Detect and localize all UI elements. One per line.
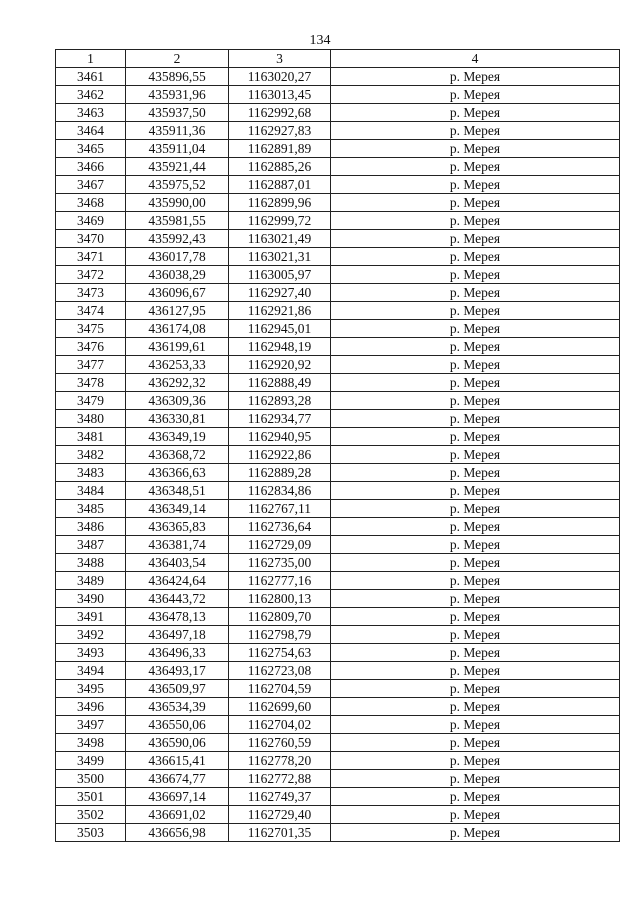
cell-y-coordinate: 1162927,40 bbox=[229, 284, 331, 302]
cell-y-coordinate: 1162948,19 bbox=[229, 338, 331, 356]
table-row bbox=[56, 68, 620, 86]
cell-x-coordinate: 436127,95 bbox=[126, 302, 229, 320]
cell-y-coordinate: 1162992,68 bbox=[229, 104, 331, 122]
table-row bbox=[56, 212, 620, 230]
cell-description: р. Мерея bbox=[331, 572, 620, 590]
cell-description: р. Мерея bbox=[331, 608, 620, 626]
cell-description: р. Мерея bbox=[331, 374, 620, 392]
cell-x-coordinate: 435937,50 bbox=[126, 104, 229, 122]
cell-x-coordinate: 436496,33 bbox=[126, 644, 229, 662]
table-row bbox=[56, 122, 620, 140]
cell-point-number: 3482 bbox=[56, 446, 126, 464]
cell-x-coordinate: 435992,43 bbox=[126, 230, 229, 248]
cell-y-coordinate: 1162699,60 bbox=[229, 698, 331, 716]
cell-description: р. Мерея bbox=[331, 464, 620, 482]
cell-point-number: 3472 bbox=[56, 266, 126, 284]
cell-description: р. Мерея bbox=[331, 392, 620, 410]
cell-x-coordinate: 436497,18 bbox=[126, 626, 229, 644]
table-row bbox=[56, 590, 620, 608]
cell-x-coordinate: 435981,55 bbox=[126, 212, 229, 230]
cell-x-coordinate: 435911,36 bbox=[126, 122, 229, 140]
table-row bbox=[56, 554, 620, 572]
cell-point-number: 3466 bbox=[56, 158, 126, 176]
cell-point-number: 3489 bbox=[56, 572, 126, 590]
table-row bbox=[56, 248, 620, 266]
cell-description: р. Мерея bbox=[331, 518, 620, 536]
cell-description: р. Мерея bbox=[331, 770, 620, 788]
cell-description: р. Мерея bbox=[331, 410, 620, 428]
cell-point-number: 3488 bbox=[56, 554, 126, 572]
table-row bbox=[56, 140, 620, 158]
table-row bbox=[56, 788, 620, 806]
cell-x-coordinate: 435931,96 bbox=[126, 86, 229, 104]
cell-y-coordinate: 1162701,35 bbox=[229, 824, 331, 842]
table-row bbox=[56, 158, 620, 176]
cell-x-coordinate: 436443,72 bbox=[126, 590, 229, 608]
cell-x-coordinate: 436381,74 bbox=[126, 536, 229, 554]
cell-y-coordinate: 1163013,45 bbox=[229, 86, 331, 104]
table-row bbox=[56, 536, 620, 554]
table-row bbox=[56, 464, 620, 482]
cell-description: р. Мерея bbox=[331, 122, 620, 140]
table-row bbox=[56, 338, 620, 356]
table-row bbox=[56, 734, 620, 752]
table-row bbox=[56, 608, 620, 626]
cell-description: р. Мерея bbox=[331, 446, 620, 464]
cell-point-number: 3487 bbox=[56, 536, 126, 554]
cell-x-coordinate: 436424,64 bbox=[126, 572, 229, 590]
cell-x-coordinate: 436096,67 bbox=[126, 284, 229, 302]
cell-y-coordinate: 1162927,83 bbox=[229, 122, 331, 140]
cell-description: р. Мерея bbox=[331, 230, 620, 248]
cell-point-number: 3477 bbox=[56, 356, 126, 374]
cell-description: р. Мерея bbox=[331, 248, 620, 266]
cell-x-coordinate: 436550,06 bbox=[126, 716, 229, 734]
table-row bbox=[56, 104, 620, 122]
cell-point-number: 3503 bbox=[56, 824, 126, 842]
cell-description: р. Мерея bbox=[331, 320, 620, 338]
cell-x-coordinate: 436174,08 bbox=[126, 320, 229, 338]
table-row bbox=[56, 266, 620, 284]
table-row bbox=[56, 410, 620, 428]
table-row bbox=[56, 500, 620, 518]
table-row bbox=[56, 428, 620, 446]
cell-y-coordinate: 1162704,02 bbox=[229, 716, 331, 734]
cell-y-coordinate: 1162736,64 bbox=[229, 518, 331, 536]
cell-x-coordinate: 435921,44 bbox=[126, 158, 229, 176]
cell-y-coordinate: 1162760,59 bbox=[229, 734, 331, 752]
cell-point-number: 3493 bbox=[56, 644, 126, 662]
cell-point-number: 3483 bbox=[56, 464, 126, 482]
cell-x-coordinate: 436292,32 bbox=[126, 374, 229, 392]
cell-x-coordinate: 435896,55 bbox=[126, 68, 229, 86]
cell-description: р. Мерея bbox=[331, 626, 620, 644]
cell-x-coordinate: 436199,61 bbox=[126, 338, 229, 356]
table-row bbox=[56, 356, 620, 374]
cell-x-coordinate: 435990,00 bbox=[126, 194, 229, 212]
column-header-description: 4 bbox=[331, 50, 620, 68]
cell-y-coordinate: 1162922,86 bbox=[229, 446, 331, 464]
cell-x-coordinate: 436590,06 bbox=[126, 734, 229, 752]
table-row bbox=[56, 230, 620, 248]
cell-description: р. Мерея bbox=[331, 194, 620, 212]
cell-description: р. Мерея bbox=[331, 302, 620, 320]
cell-point-number: 3498 bbox=[56, 734, 126, 752]
table-row bbox=[56, 320, 620, 338]
cell-y-coordinate: 1162754,63 bbox=[229, 644, 331, 662]
cell-x-coordinate: 436253,33 bbox=[126, 356, 229, 374]
table-row bbox=[56, 482, 620, 500]
table-row bbox=[56, 626, 620, 644]
table-row bbox=[56, 194, 620, 212]
cell-description: р. Мерея bbox=[331, 788, 620, 806]
cell-y-coordinate: 1162735,00 bbox=[229, 554, 331, 572]
table-row bbox=[56, 302, 620, 320]
cell-x-coordinate: 436330,81 bbox=[126, 410, 229, 428]
cell-description: р. Мерея bbox=[331, 86, 620, 104]
cell-description: р. Мерея bbox=[331, 140, 620, 158]
cell-point-number: 3474 bbox=[56, 302, 126, 320]
cell-x-coordinate: 436038,29 bbox=[126, 266, 229, 284]
cell-y-coordinate: 1162940,95 bbox=[229, 428, 331, 446]
cell-point-number: 3499 bbox=[56, 752, 126, 770]
cell-description: р. Мерея bbox=[331, 500, 620, 518]
cell-x-coordinate: 436534,39 bbox=[126, 698, 229, 716]
cell-point-number: 3469 bbox=[56, 212, 126, 230]
cell-point-number: 3470 bbox=[56, 230, 126, 248]
cell-point-number: 3491 bbox=[56, 608, 126, 626]
cell-y-coordinate: 1162921,86 bbox=[229, 302, 331, 320]
table-header-row bbox=[56, 50, 620, 68]
cell-description: р. Мерея bbox=[331, 752, 620, 770]
cell-y-coordinate: 1162893,28 bbox=[229, 392, 331, 410]
cell-description: р. Мерея bbox=[331, 680, 620, 698]
cell-description: р. Мерея bbox=[331, 212, 620, 230]
column-header-point-number: 1 bbox=[56, 50, 126, 68]
cell-y-coordinate: 1162920,92 bbox=[229, 356, 331, 374]
cell-point-number: 3463 bbox=[56, 104, 126, 122]
cell-point-number: 3501 bbox=[56, 788, 126, 806]
table-row bbox=[56, 680, 620, 698]
cell-x-coordinate: 436478,13 bbox=[126, 608, 229, 626]
cell-y-coordinate: 1162777,16 bbox=[229, 572, 331, 590]
table-row bbox=[56, 644, 620, 662]
cell-y-coordinate: 1163005,97 bbox=[229, 266, 331, 284]
cell-y-coordinate: 1162723,08 bbox=[229, 662, 331, 680]
cell-point-number: 3465 bbox=[56, 140, 126, 158]
cell-description: р. Мерея bbox=[331, 428, 620, 446]
cell-x-coordinate: 436309,36 bbox=[126, 392, 229, 410]
cell-point-number: 3496 bbox=[56, 698, 126, 716]
cell-description: р. Мерея bbox=[331, 338, 620, 356]
table-row bbox=[56, 518, 620, 536]
cell-point-number: 3479 bbox=[56, 392, 126, 410]
cell-x-coordinate: 436368,72 bbox=[126, 446, 229, 464]
table-row bbox=[56, 572, 620, 590]
cell-y-coordinate: 1162704,59 bbox=[229, 680, 331, 698]
cell-description: р. Мерея bbox=[331, 482, 620, 500]
cell-y-coordinate: 1162945,01 bbox=[229, 320, 331, 338]
cell-description: р. Мерея bbox=[331, 68, 620, 86]
cell-point-number: 3475 bbox=[56, 320, 126, 338]
table-row bbox=[56, 86, 620, 104]
cell-point-number: 3473 bbox=[56, 284, 126, 302]
table-row bbox=[56, 770, 620, 788]
cell-description: р. Мерея bbox=[331, 284, 620, 302]
table-row bbox=[56, 662, 620, 680]
cell-point-number: 3462 bbox=[56, 86, 126, 104]
cell-x-coordinate: 436656,98 bbox=[126, 824, 229, 842]
table-row bbox=[56, 176, 620, 194]
cell-y-coordinate: 1162798,79 bbox=[229, 626, 331, 644]
cell-point-number: 3500 bbox=[56, 770, 126, 788]
cell-y-coordinate: 1162729,40 bbox=[229, 806, 331, 824]
cell-y-coordinate: 1162767,11 bbox=[229, 500, 331, 518]
cell-x-coordinate: 436509,97 bbox=[126, 680, 229, 698]
cell-description: р. Мерея bbox=[331, 266, 620, 284]
cell-x-coordinate: 436348,51 bbox=[126, 482, 229, 500]
cell-x-coordinate: 436366,63 bbox=[126, 464, 229, 482]
cell-point-number: 3502 bbox=[56, 806, 126, 824]
cell-point-number: 3497 bbox=[56, 716, 126, 734]
cell-y-coordinate: 1163021,49 bbox=[229, 230, 331, 248]
cell-y-coordinate: 1162778,20 bbox=[229, 752, 331, 770]
cell-point-number: 3478 bbox=[56, 374, 126, 392]
table-row bbox=[56, 374, 620, 392]
cell-point-number: 3480 bbox=[56, 410, 126, 428]
cell-description: р. Мерея bbox=[331, 806, 620, 824]
cell-x-coordinate: 436349,19 bbox=[126, 428, 229, 446]
cell-point-number: 3467 bbox=[56, 176, 126, 194]
cell-y-coordinate: 1162749,37 bbox=[229, 788, 331, 806]
cell-y-coordinate: 1162999,72 bbox=[229, 212, 331, 230]
table-row bbox=[56, 806, 620, 824]
cell-point-number: 3484 bbox=[56, 482, 126, 500]
cell-y-coordinate: 1162888,49 bbox=[229, 374, 331, 392]
page-number: 134 bbox=[309, 33, 331, 48]
cell-description: р. Мерея bbox=[331, 644, 620, 662]
cell-y-coordinate: 1162834,86 bbox=[229, 482, 331, 500]
cell-x-coordinate: 436017,78 bbox=[126, 248, 229, 266]
cell-point-number: 3494 bbox=[56, 662, 126, 680]
cell-x-coordinate: 436403,54 bbox=[126, 554, 229, 572]
table-body bbox=[56, 68, 620, 842]
cell-point-number: 3464 bbox=[56, 122, 126, 140]
cell-x-coordinate: 435975,52 bbox=[126, 176, 229, 194]
cell-description: р. Мерея bbox=[331, 158, 620, 176]
cell-description: р. Мерея bbox=[331, 734, 620, 752]
cell-description: р. Мерея bbox=[331, 662, 620, 680]
cell-x-coordinate: 436674,77 bbox=[126, 770, 229, 788]
cell-point-number: 3468 bbox=[56, 194, 126, 212]
table-row bbox=[56, 284, 620, 302]
cell-x-coordinate: 436615,41 bbox=[126, 752, 229, 770]
cell-point-number: 3461 bbox=[56, 68, 126, 86]
cell-y-coordinate: 1162887,01 bbox=[229, 176, 331, 194]
table-row bbox=[56, 824, 620, 842]
coordinates-table bbox=[55, 49, 620, 842]
table-row bbox=[56, 752, 620, 770]
column-header-x: 2 bbox=[126, 50, 229, 68]
cell-description: р. Мерея bbox=[331, 536, 620, 554]
cell-y-coordinate: 1162934,77 bbox=[229, 410, 331, 428]
cell-point-number: 3495 bbox=[56, 680, 126, 698]
cell-description: р. Мерея bbox=[331, 356, 620, 374]
cell-description: р. Мерея bbox=[331, 698, 620, 716]
cell-point-number: 3486 bbox=[56, 518, 126, 536]
cell-y-coordinate: 1162809,70 bbox=[229, 608, 331, 626]
cell-point-number: 3485 bbox=[56, 500, 126, 518]
cell-description: р. Мерея bbox=[331, 554, 620, 572]
cell-point-number: 3490 bbox=[56, 590, 126, 608]
cell-point-number: 3492 bbox=[56, 626, 126, 644]
table-row bbox=[56, 716, 620, 734]
cell-x-coordinate: 436691,02 bbox=[126, 806, 229, 824]
cell-y-coordinate: 1162891,89 bbox=[229, 140, 331, 158]
cell-description: р. Мерея bbox=[331, 716, 620, 734]
cell-y-coordinate: 1162885,26 bbox=[229, 158, 331, 176]
cell-x-coordinate: 435911,04 bbox=[126, 140, 229, 158]
cell-point-number: 3471 bbox=[56, 248, 126, 266]
table-row bbox=[56, 446, 620, 464]
table-row bbox=[56, 698, 620, 716]
cell-description: р. Мерея bbox=[331, 104, 620, 122]
cell-y-coordinate: 1162800,13 bbox=[229, 590, 331, 608]
cell-x-coordinate: 436365,83 bbox=[126, 518, 229, 536]
cell-description: р. Мерея bbox=[331, 590, 620, 608]
cell-y-coordinate: 1162899,96 bbox=[229, 194, 331, 212]
cell-y-coordinate: 1162889,28 bbox=[229, 464, 331, 482]
table-row bbox=[56, 392, 620, 410]
cell-description: р. Мерея bbox=[331, 176, 620, 194]
cell-y-coordinate: 1163020,27 bbox=[229, 68, 331, 86]
cell-point-number: 3481 bbox=[56, 428, 126, 446]
cell-point-number: 3476 bbox=[56, 338, 126, 356]
cell-description: р. Мерея bbox=[331, 824, 620, 842]
cell-x-coordinate: 436349,14 bbox=[126, 500, 229, 518]
cell-x-coordinate: 436697,14 bbox=[126, 788, 229, 806]
column-header-y: 3 bbox=[229, 50, 331, 68]
cell-x-coordinate: 436493,17 bbox=[126, 662, 229, 680]
cell-y-coordinate: 1162729,09 bbox=[229, 536, 331, 554]
cell-y-coordinate: 1163021,31 bbox=[229, 248, 331, 266]
cell-y-coordinate: 1162772,88 bbox=[229, 770, 331, 788]
